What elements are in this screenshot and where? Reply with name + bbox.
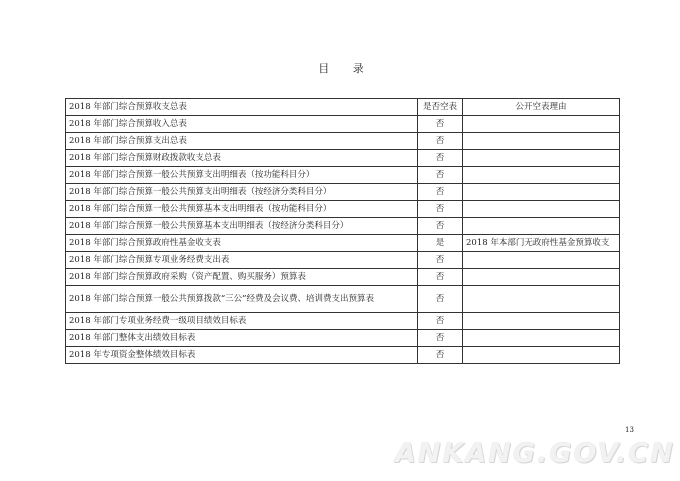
- row-name: 2018 年部门综合预算财政拨款收支总表: [66, 150, 418, 167]
- table-row: [66, 133, 620, 150]
- table-row: [66, 184, 620, 201]
- row-reason: [463, 218, 620, 235]
- row-name: 2018 年部门综合预算一般公共预算支出明细表（按功能科目分）: [66, 167, 418, 184]
- table-row: [66, 252, 620, 269]
- table-row: [66, 218, 620, 235]
- contents-table: [65, 98, 620, 364]
- row-name: 2018 年部门综合预算一般公共预算基本支出明细表（按功能科目分）: [66, 201, 418, 218]
- row-name: 2018 年专项资金整体绩效目标表: [66, 347, 418, 364]
- table-row: [66, 347, 620, 364]
- header-table-name: 2018 年部门综合预算收支总表: [66, 99, 418, 116]
- table-row: [66, 330, 620, 347]
- table-row: [66, 313, 620, 330]
- row-name: 2018 年部门综合预算一般公共预算基本支出明细表（按经济分类科目分）: [66, 218, 418, 235]
- row-reason: [463, 201, 620, 218]
- row-empty-flag: 否: [418, 313, 463, 330]
- row-empty-flag: 否: [418, 150, 463, 167]
- header-is-empty: 是否空表: [418, 99, 463, 116]
- row-empty-flag: 否: [418, 133, 463, 150]
- row-name: 2018 年部门综合预算支出总表: [66, 133, 418, 150]
- table-row: [66, 286, 620, 313]
- row-empty-flag: 否: [418, 184, 463, 201]
- row-empty-flag: 是: [418, 235, 463, 252]
- page-title: 目 录: [318, 62, 374, 75]
- row-empty-flag: 否: [418, 252, 463, 269]
- row-name: 2018 年部门整体支出绩效目标表: [66, 330, 418, 347]
- row-reason: [463, 184, 620, 201]
- page-number: 13: [625, 426, 634, 434]
- row-empty-flag: 否: [418, 286, 463, 313]
- row-reason: [463, 347, 620, 364]
- table-header-row: [66, 99, 620, 116]
- row-reason: 2018 年本部门无政府性基金预算收支: [463, 235, 620, 252]
- row-name: 2018 年部门综合预算一般公共预算拨款“三公”经费及会议费、培训费支出预算表: [66, 286, 418, 313]
- row-reason: [463, 269, 620, 286]
- row-reason: [463, 116, 620, 133]
- row-name: 2018 年部门综合预算专项业务经费支出表: [66, 252, 418, 269]
- row-empty-flag: 否: [418, 167, 463, 184]
- table-row: [66, 201, 620, 218]
- row-empty-flag: 否: [418, 269, 463, 286]
- row-reason: [463, 150, 620, 167]
- row-name: 2018 年部门综合预算一般公共预算支出明细表（按经济分类科目分）: [66, 184, 418, 201]
- row-reason: [463, 330, 620, 347]
- table-row: [66, 116, 620, 133]
- table-row: [66, 235, 620, 252]
- row-empty-flag: 否: [418, 330, 463, 347]
- row-reason: [463, 167, 620, 184]
- row-reason: [463, 252, 620, 269]
- row-name: 2018 年部门综合预算政府采购（资产配置、购买服务）预算表: [66, 269, 418, 286]
- site-watermark: ANKANG.GOV.CN: [395, 438, 675, 469]
- table-row: [66, 269, 620, 286]
- row-name: 2018 年部门专项业务经费一级项目绩效目标表: [66, 313, 418, 330]
- row-empty-flag: 否: [418, 201, 463, 218]
- row-empty-flag: 否: [418, 347, 463, 364]
- row-reason: [463, 133, 620, 150]
- row-reason: [463, 313, 620, 330]
- row-empty-flag: 否: [418, 218, 463, 235]
- header-reason: 公开空表理由: [463, 99, 620, 116]
- row-name: 2018 年部门综合预算政府性基金收支表: [66, 235, 418, 252]
- table-row: [66, 150, 620, 167]
- row-reason: [463, 286, 620, 313]
- row-empty-flag: 否: [418, 116, 463, 133]
- row-name: 2018 年部门综合预算收入总表: [66, 116, 418, 133]
- table-row: [66, 167, 620, 184]
